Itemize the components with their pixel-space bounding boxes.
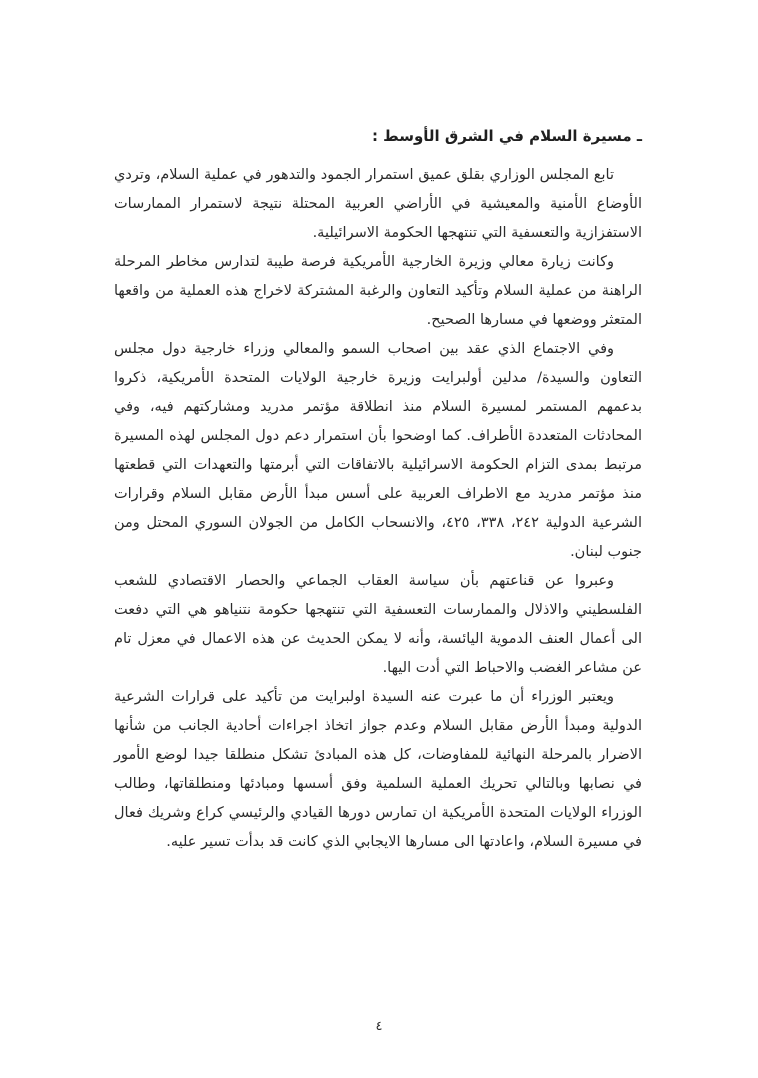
paragraph: وفي الاجتماع الذي عقد بين اصحاب السمو والمعالي وزراء خارجية دول مجلس التعاون والسيدة/ مدلين أولبرايت وزيرة خارجية الولايات المتحدة الأمريكية، ذكروا بدعمهم المستمر لمسيرة السلام منذ انطلاقة مؤتمر مدريد ومشاركتهم فيه، وفي المحادثات المتعددة الأطراف. كما اوضحوا بأن استمرار دعم دول المجلس لهذه المسيرة مرتبط بمدى التزام الحكومة الاسرائيلية بالاتفاقات التي أبرمتها والتعهدات التي قطعتها منذ مؤتمر مدريد مع الاطراف العربية على أسس مبدأ الأرض مقابل السلام وقرارات الشرعية الدولية ٢٤٢، ٣٣٨، ٤٢٥، والانسحاب الكامل من الجولان السوري المحتل ومن جنوب لبنان. <box>114 341 642 560</box>
page-number: ٤ <box>375 1019 383 1034</box>
paragraph: ويعتبر الوزراء أن ما عبرت عنه السيدة اولبرايت من تأكيد على قرارات الشرعية الدولية ومبدأ الأرض مقابل السلام وعدم جواز اتخاذ اجراءات أحادية الجانب من شأنها الاضرار بالمرحلة النهائية للمفاوضات، كل هذه المبادئ تشكل منطلقا جيدا لوضع الأمور في نصابها وبالتالي تحريك العملية السلمية وفق أسسها ومبادئها ومنطلقاتها، وطالب الوزراء الولايات المتحدة الأمريكية ان تمارس دورها القيادي والرئيسي كراع وشريك فعال في مسيرة السلام، واعادتها الى مسارها الايجابي الذي كانت قد بدأت تسير عليه. <box>114 689 642 850</box>
page-title: ـ مسيرة السلام في الشرق الأوسط : <box>371 127 642 145</box>
paragraph: تابع المجلس الوزاري بقلق عميق استمرار الجمود والتدهور في عملية السلام، وتردي الأوضاع الأمنية والمعيشية في الأراضي العربية المحتلة نتيجة لاستمرار الممارسات الاستفزازية والتعسفية التي تنتهجها الحكومة الاسرائيلية. <box>114 167 642 241</box>
document-body <box>114 122 642 857</box>
paragraph: وكانت زيارة معالي وزيرة الخارجية الأمريكية فرصة طيبة لتدارس مخاطر المرحلة الراهنة من عملية السلام وتأكيد التعاون والرغبة المشتركة لاخراج هذه العملية من واقعها المتعثر ووضعها في مسارها الصحيح. <box>114 254 642 328</box>
paragraph: وعبروا عن قناعتهم بأن سياسة العقاب الجماعي والحصار الاقتصادي للشعب الفلسطيني والاذلال والممارسات التعسفية التي تنتهجها حكومة نتنياهو هي التي دفعت الى أعمال العنف الدموية اليائسة، وأنه لا يمكن الحديث عن هذه الاعمال في معزل تام عن مشاعر الغضب والاحباط التي أدت اليها. <box>114 573 642 676</box>
